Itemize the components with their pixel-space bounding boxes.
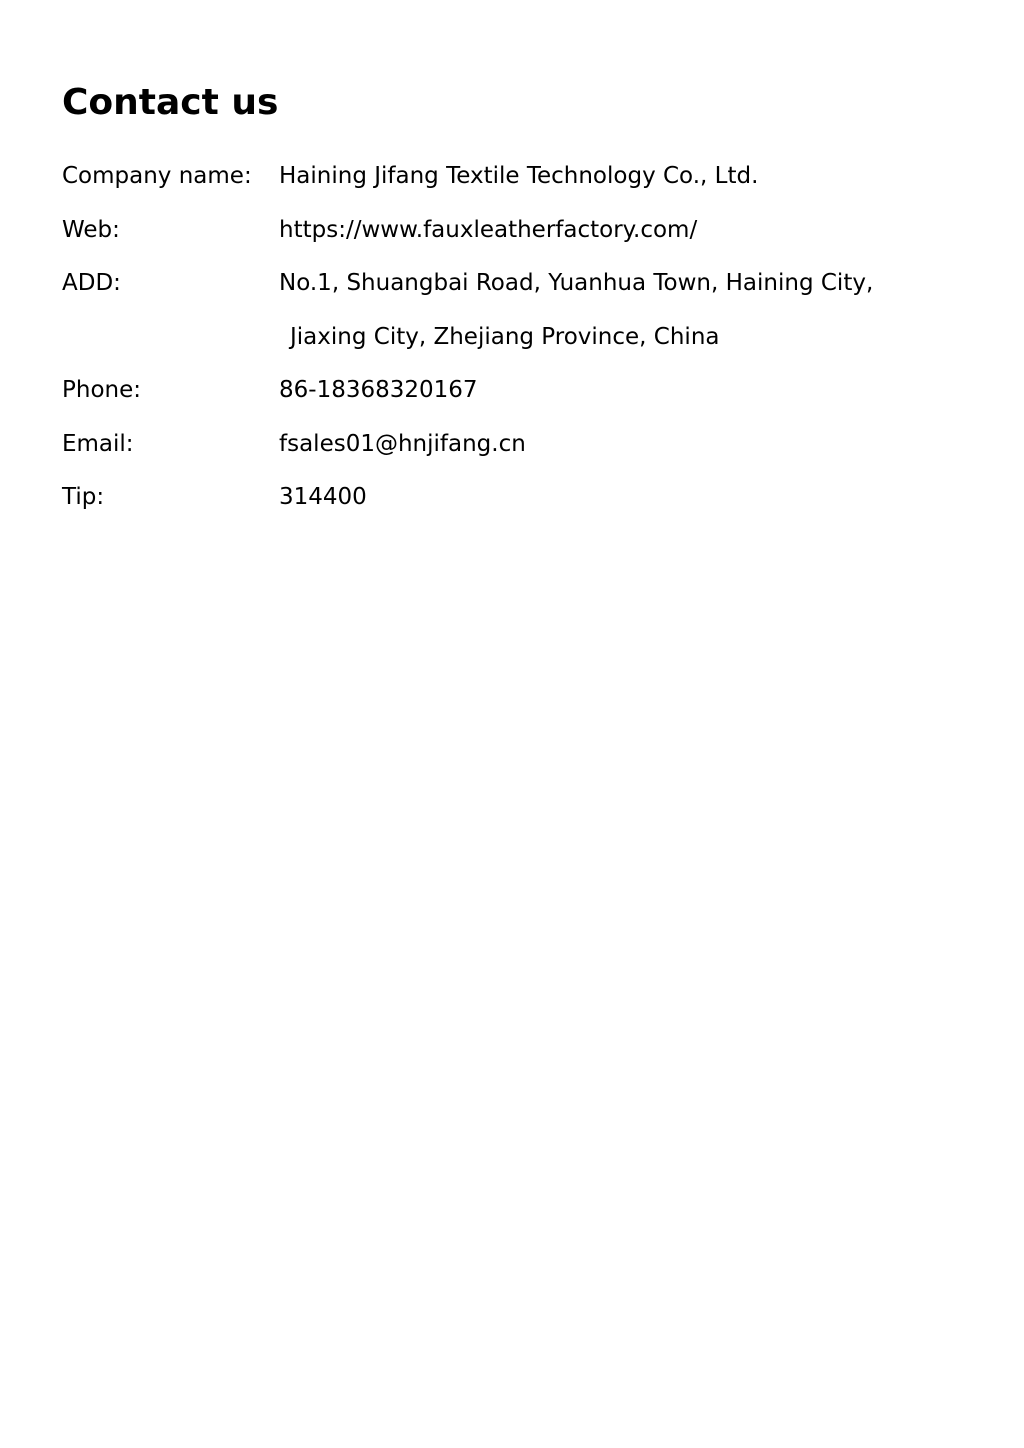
tip-value: 314400 (279, 484, 367, 510)
email-label: Email: (62, 430, 134, 457)
address-line-1: No.1, Shuangbai Road, Yuanhua Town, Haining City, (279, 270, 874, 296)
web-row (62, 204, 962, 258)
contact-list (62, 150, 962, 525)
email-row (62, 418, 962, 472)
company-label: Company name: (62, 163, 252, 189)
address-row (62, 257, 962, 311)
tip-row (62, 471, 962, 525)
web-label: Web: (62, 216, 120, 243)
web-link[interactable]: https://www.fauxleatherfactory.com/ (279, 216, 698, 243)
page-title: Contact us (62, 82, 279, 123)
address-label: ADD: (62, 270, 121, 296)
company-row (62, 150, 962, 204)
address-row-continued (62, 311, 962, 365)
email-link[interactable]: fsales01@hnjifang.cn (279, 430, 526, 457)
tip-label: Tip: (62, 484, 105, 510)
address-line-2: Jiaxing City, Zhejiang Province, China (290, 323, 720, 350)
address-label-spacer (62, 311, 279, 365)
company-value: Haining Jifang Textile Technology Co., Ltd. (279, 163, 759, 189)
phone-value: 86-18368320167 (279, 377, 478, 403)
phone-label: Phone: (62, 377, 141, 403)
phone-row (62, 364, 962, 418)
